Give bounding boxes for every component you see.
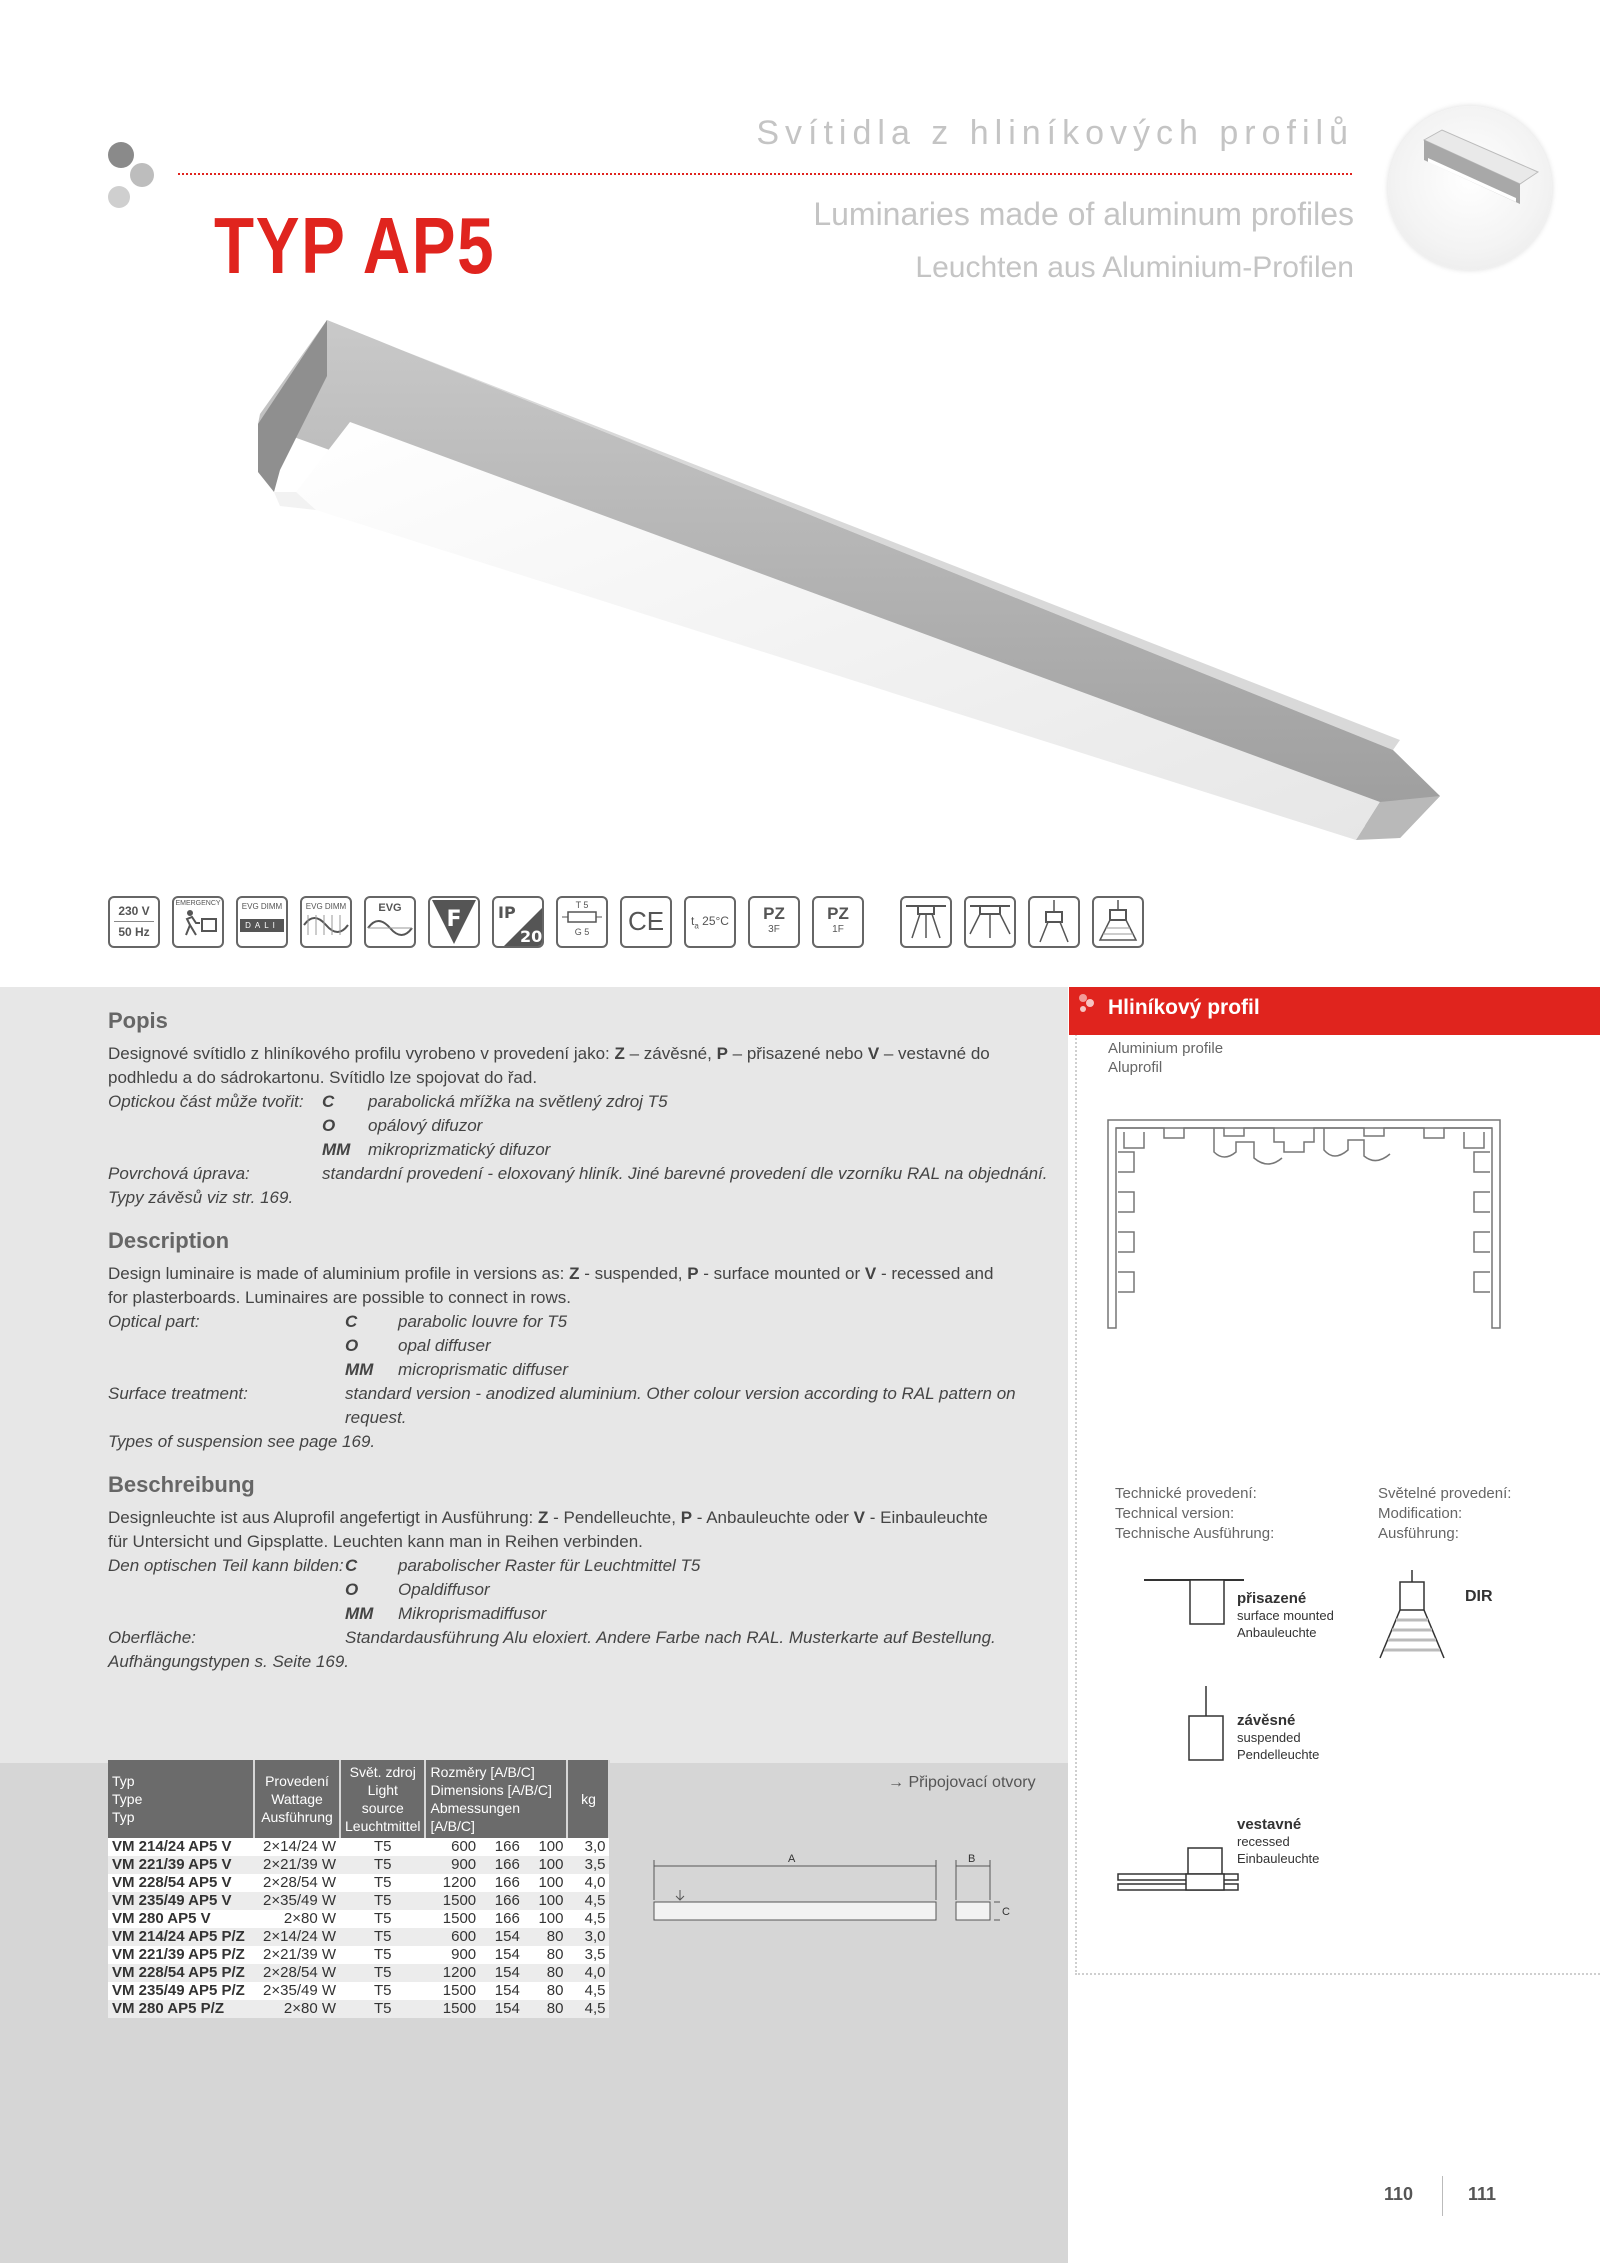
voltage-icon: 230 V 50 Hz [108, 896, 160, 948]
cell-typ: VM 235/49 AP5 V [108, 1892, 254, 1910]
svg-text:F: F [446, 907, 462, 932]
evg-dimm-dali-icon: EVG DIMM DALI [236, 896, 288, 948]
cell-dim-b: 154 [480, 1946, 524, 1964]
beschreibung-paragraph: Designleuchte ist aus Aluprofil angefertigt in Ausführung: Z - Pendelleuchte, P - Anbauleuchte oder V - Einbauleuchte für Untersicht und Gipsplatte. Leuchten kann man in Reihen verbinden. [108, 1508, 988, 1551]
cell-wattage: 2×14/24 W [254, 1928, 340, 1946]
cell-source: T5 [340, 1856, 425, 1874]
evg-icon: EVG [364, 896, 416, 948]
cell-dim-a: 1500 [425, 2000, 480, 2018]
cell-typ: VM 221/39 AP5 P/Z [108, 1946, 254, 1964]
page-number-separator [1442, 2176, 1443, 2216]
product-table [108, 1760, 610, 2018]
cell-kg: 4,5 [567, 2000, 609, 2018]
luminaire-image [250, 320, 1450, 880]
profile-title: Hliníkový profil [1108, 996, 1260, 1019]
cell-typ: VM 235/49 AP5 P/Z [108, 1982, 254, 2000]
description-heading: Description [108, 1228, 230, 1253]
cell-kg: 3,0 [567, 1928, 609, 1946]
popis-optic-mm: MM mikroprizmatický difuzor [322, 1140, 551, 1159]
cell-dim-c: 100 [524, 1856, 568, 1874]
category-title-de: Leuchten aus Aluminium-Profilen [915, 251, 1354, 284]
ip20-icon [492, 896, 544, 948]
cell-source: T5 [340, 1928, 425, 1946]
header-dimensions: Rozměry [A/B/C] Dimensions [A/B/C] Abmessungen [A/B/C] [425, 1760, 567, 1838]
cell-source: T5 [340, 1910, 425, 1928]
popis-optic-o: O opálový difuzor [322, 1116, 483, 1135]
popis-heading: Popis [108, 1008, 168, 1033]
profile-subtitle-de: Aluprofil [1108, 1059, 1163, 1076]
cell-typ: VM 214/24 AP5 V [108, 1838, 254, 1856]
cell-kg: 3,5 [567, 1946, 609, 1964]
profile-subtitle-en: Aluminium profile [1108, 1040, 1224, 1057]
cell-dim-a: 600 [425, 1928, 480, 1946]
svg-text:20: 20 [520, 927, 542, 946]
cell-dim-a: 1200 [425, 1874, 480, 1892]
cell-source: T5 [340, 1892, 425, 1910]
cell-typ: VM 221/39 AP5 V [108, 1856, 254, 1874]
cell-wattage: 2×80 W [254, 1910, 340, 1928]
cell-source: T5 [340, 1838, 425, 1856]
cell-dim-c: 80 [524, 2000, 568, 2018]
dir-label: DIR [1465, 1588, 1493, 1605]
description-surface: Surface treatment: standard version - anodized aluminium. Other colour version according to RAL pattern on [108, 1384, 1016, 1403]
beschreibung-suspension: Aufhängungstypen s. Seite 169. [108, 1652, 350, 1671]
table-row [108, 1964, 609, 1982]
svg-text:IP: IP [498, 903, 516, 922]
cell-typ: VM 280 AP5 V [108, 1910, 254, 1928]
emergency-icon: EMERGENCY [172, 896, 224, 948]
table-row [108, 1874, 609, 1892]
table-row [108, 1892, 609, 1910]
cell-kg: 4,0 [567, 1874, 609, 1892]
cell-wattage: 2×28/54 W [254, 1874, 340, 1892]
description-suspension: Types of suspension see page 169. [108, 1432, 376, 1451]
cell-typ: VM 228/54 AP5 P/Z [108, 1964, 254, 1982]
temperature-icon: $t_a$ 25°C [684, 896, 736, 948]
category-title-en: Luminaries made of aluminum profiles [813, 196, 1354, 232]
cell-dim-b: 166 [480, 1838, 524, 1856]
cell-dim-c: 100 [524, 1838, 568, 1856]
mounting-ceiling-icon [900, 896, 952, 948]
recessed-drawing [1116, 1840, 1240, 1892]
surface-mounted-drawing [1144, 1578, 1244, 1628]
cell-dim-c: 100 [524, 1892, 568, 1910]
mounting-direct-icon [1092, 896, 1144, 948]
cell-dim-b: 154 [480, 1982, 524, 2000]
cell-dim-b: 166 [480, 1910, 524, 1928]
description-optic-o: O opal diffuser [345, 1336, 491, 1355]
cell-wattage: 2×21/39 W [254, 1946, 340, 1964]
light-version-label: Světelné provedení: Modification: Ausführung: [1378, 1485, 1512, 1542]
surface-mounted-label: přisazené surface mounted Anbauleuchte [1237, 1590, 1334, 1640]
cell-kg: 4,5 [567, 1892, 609, 1910]
cell-wattage: 2×21/39 W [254, 1856, 340, 1874]
cell-dim-b: 154 [480, 2000, 524, 2018]
cell-dim-b: 166 [480, 1856, 524, 1874]
dimension-drawing [650, 1850, 1030, 1946]
category-title-cz: Svítidla z hliníkových profilů [756, 114, 1354, 152]
mounting-suspended-icon [1028, 896, 1080, 948]
cell-typ: VM 214/24 AP5 P/Z [108, 1928, 254, 1946]
svg-text:A: A [788, 1853, 796, 1865]
svg-text:B: B [968, 1853, 976, 1865]
cell-dim-a: 900 [425, 1946, 480, 1964]
beschreibung-optic-o: O Opaldiffusor [345, 1580, 490, 1599]
beschreibung-optic-mm: MM Mikroprismadiffusor [345, 1604, 547, 1623]
header-typ: Typ Type Typ [108, 1760, 254, 1838]
beschreibung-optic-c: Den optischen Teil kann bilden:C parabolischer Raster für Leuchtmittel T5 [108, 1556, 701, 1575]
cell-wattage: 2×35/49 W [254, 1892, 340, 1910]
page-title: TYP AP5 [214, 201, 496, 290]
cell-dim-b: 154 [480, 1964, 524, 1982]
cell-dim-a: 600 [425, 1838, 480, 1856]
cell-dim-c: 100 [524, 1910, 568, 1928]
cell-dim-a: 1500 [425, 1982, 480, 2000]
header-kg: kg [567, 1760, 609, 1838]
header-dotted-line [178, 173, 1352, 175]
cell-source: T5 [340, 1946, 425, 1964]
cell-wattage: 2×14/24 W [254, 1838, 340, 1856]
header-source: Svět. zdroj Light source Leuchtmittel [340, 1760, 425, 1838]
suspended-label: závěsné suspended Pendelleuchte [1237, 1712, 1320, 1762]
cell-kg: 3,0 [567, 1838, 609, 1856]
tech-version-label: Technické provedení: Technical version: Technische Ausführung: [1115, 1485, 1275, 1542]
cell-dim-b: 154 [480, 1928, 524, 1946]
cell-dim-c: 80 [524, 1928, 568, 1946]
cell-dim-c: 80 [524, 1964, 568, 1982]
ce-mark-icon: CE [620, 896, 672, 948]
cell-typ: VM 228/54 AP5 V [108, 1874, 254, 1892]
table-row [108, 1838, 609, 1856]
evg-dimm-icon: EVG DIMM [300, 896, 352, 948]
cell-kg: 4,0 [567, 1964, 609, 1982]
cell-dim-c: 80 [524, 1946, 568, 1964]
cell-wattage: 2×80 W [254, 2000, 340, 2018]
description-paragraph: Design luminaire is made of aluminium profile in versions as: Z - suspended, P - surface mounted or V - recessed and for plasterboards. Luminaires are possible to connect in rows. [108, 1264, 994, 1307]
cell-kg: 3,5 [567, 1856, 609, 1874]
cell-wattage: 2×35/49 W [254, 1982, 340, 2000]
popis-optic-c: Optickou část může tvořit: C parabolická mřížka na světlený zdroj T5 [108, 1092, 668, 1111]
cell-typ: VM 280 AP5 P/Z [108, 2000, 254, 2018]
description-surface-2: request. [345, 1408, 407, 1427]
table-row [108, 1856, 609, 1874]
connection-holes-label: → Připojovací otvory [888, 1774, 1036, 1791]
profile-bar-dots [1074, 990, 1104, 1020]
cell-dim-a: 900 [425, 1856, 480, 1874]
suspended-drawing [1186, 1686, 1226, 1762]
popis-paragraph: Designové svítidlo z hliníkového profilu vyrobeno v provedení jako: Z – závěsné, P – přisazené nebo V – vestavné do podhledu a do sádrokartonu. Svítidlo lze spojovat do řad. [108, 1044, 990, 1087]
beschreibung-surface: Oberfläche: Standardausführung Alu eloxiert. Andere Farbe nach RAL. Musterkarte auf Bestellung. [108, 1628, 996, 1647]
cell-source: T5 [340, 1964, 425, 1982]
page-number-left: 110 [1384, 2184, 1414, 2204]
beschreibung-heading: Beschreibung [108, 1472, 255, 1497]
cell-dim-c: 100 [524, 1874, 568, 1892]
pz-1f-icon: PZ 1F [812, 896, 864, 948]
cell-dim-b: 166 [480, 1874, 524, 1892]
header-wattage: Provedení Wattage Ausführung [254, 1760, 340, 1838]
table-row [108, 1928, 609, 1946]
description-optic-mm: MM microprismatic diffuser [345, 1360, 569, 1379]
product-thumbnail [1388, 106, 1552, 270]
popis-suspension: Typy závěsů viz str. 169. [108, 1188, 294, 1207]
cell-source: T5 [340, 2000, 425, 2018]
cell-source: T5 [340, 1874, 425, 1892]
cell-dim-a: 1500 [425, 1910, 480, 1928]
table-row [108, 1910, 609, 1928]
table-row [108, 1982, 609, 2000]
pz-3f-icon: PZ 3F [748, 896, 800, 948]
cell-source: T5 [340, 1982, 425, 2000]
table-row [108, 2000, 609, 2018]
t5-g5-icon: T 5 G 5 [556, 896, 608, 948]
cell-dim-c: 80 [524, 1982, 568, 2000]
mounting-wide-icon [964, 896, 1016, 948]
recessed-label: vestavné recessed Einbauleuchte [1237, 1816, 1320, 1866]
table-row [108, 1946, 609, 1964]
dir-light-drawing [1376, 1570, 1448, 1662]
description-optic-c: Optical part: C parabolic louvre for T5 [108, 1312, 568, 1331]
f-mark-icon [428, 896, 480, 948]
page-number-right: 111 [1468, 2184, 1497, 2204]
cell-dim-a: 1200 [425, 1964, 480, 1982]
cell-dim-a: 1500 [425, 1892, 480, 1910]
cell-kg: 4,5 [567, 1982, 609, 2000]
profile-cross-section [1104, 1112, 1504, 1334]
table-header [108, 1760, 609, 1838]
cell-wattage: 2×28/54 W [254, 1964, 340, 1982]
popis-surface: Povrchová úprava: standardní provedení - eloxovaný hliník. Jiné barevné provedení dle vzorníku RAL na objednání. [108, 1164, 1048, 1183]
cell-kg: 4,5 [567, 1910, 609, 1928]
svg-text:C: C [1002, 1906, 1010, 1918]
cell-dim-b: 166 [480, 1892, 524, 1910]
